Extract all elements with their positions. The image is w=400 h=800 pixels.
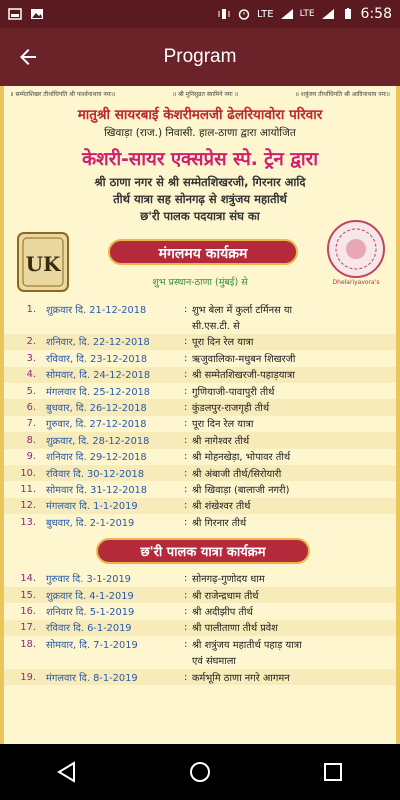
battery-icon	[341, 8, 355, 20]
schedule-row: 11. सोमवार दि. 31-12-2018 : श्री खिवाड़ा (बालाजी नगरी)	[20, 483, 290, 496]
schedule-row: 15. शुक्रवार दि. 4-1-2019 : श्री राजेन्द्रधाम तीर्थ	[4, 587, 396, 603]
signal-icon	[280, 8, 294, 20]
svg-text:UK: UK	[25, 252, 61, 276]
status-time: 6:58	[360, 6, 392, 22]
svg-text:Dhelariyavora's: Dhelariyavora's	[332, 279, 380, 286]
schedule-row: 12. मंगलवार दि. 1-1-2019 : श्री शंखेश्वर तीर्थ	[4, 498, 396, 514]
schedule-row: 2. शनिवार, दि. 22-12-2018 : पूरा दिन रेल यात्रा	[4, 334, 396, 350]
strip-right-text: ॥ शत्रुंजय तीर्थाधिपति श्री आदिनाथाय नमः॥	[295, 91, 390, 98]
arrow-left-icon	[16, 45, 40, 69]
row-place: शुभ बेला में कुर्ला टर्मिनस या	[192, 304, 293, 316]
network-label: LTE	[256, 8, 274, 20]
schedule-row: 9. शनिवार दि. 29-12-2018 : श्री मोहनखेड़ा, भोपावर तीर्थ	[26, 451, 291, 464]
nav-recents-button[interactable]	[303, 744, 363, 800]
square-recents-icon	[322, 761, 344, 783]
nav-back-button[interactable]	[37, 744, 97, 800]
circle-home-icon	[188, 760, 212, 784]
row-number: 1.	[26, 303, 36, 315]
pilgrimage-line-2: तीर्थ यात्रा सह सोनगढ़ से शत्रुंजय महातीर्थ	[113, 192, 287, 206]
schedule-row-continuation	[4, 317, 396, 333]
schedule-row: 18. सोमवार, दि. 7-1-2019 : श्री शत्रुंजय महातीर्थ पहाड़ यात्रा	[20, 638, 302, 651]
image-icon	[30, 8, 44, 20]
network-label-2: LTE	[299, 9, 315, 19]
section2-header	[4, 530, 396, 570]
section1-header	[4, 229, 396, 301]
triangle-back-icon	[56, 761, 78, 783]
family-name: मातुश्री सायरबाई केशरीमलजी ढेलरियावोरा परिवार	[77, 107, 323, 123]
strip-mid-text: ॥ श्री मुनिसुव्रत स्वामिने नमः ॥	[172, 91, 239, 98]
schedule-row: 16. शनिवार दि. 5-1-2019 : श्री अदीझीप तीर्थ	[20, 605, 253, 618]
header-strip	[4, 86, 396, 98]
schedule-row: 5. मंगलवार दि. 25-12-2018 : गुणियाजी-पावापुरी तीर्थ	[26, 385, 275, 398]
train-title: केशरी-सायर एक्सप्रेस स्पे. ट्रेन द्वारा	[81, 149, 319, 170]
system-nav-bar	[0, 744, 400, 800]
pilgrimage-line-1: श्री ठाणा नगर से श्री सम्मेतशिखरजी, गिरनार आदि	[94, 175, 306, 189]
schedule-row: 7. गुरुवार, दि. 27-12-2018 : पूरा दिन रेल यात्रा	[26, 418, 254, 431]
schedule-row: 1. शुक्रवार दि. 21-12-2018 : शुभ बेला में कुर्ला टर्मिनस या	[4, 301, 396, 317]
schedule-row: 19. मंगलवार दि. 8-1-2019 : कर्मभूमि ठाणा नगरे आगमन	[4, 669, 396, 685]
row-place-cont: सी.एस.टी. से	[192, 321, 240, 333]
schedule-row: 17. रविवार दि. 6-1-2019 : श्री पालीताणा तीर्थ प्रवेश	[4, 620, 396, 636]
notification-icon	[8, 8, 22, 20]
status-bar	[0, 0, 400, 28]
section1-schedule	[4, 301, 396, 530]
page-title: Program	[163, 46, 237, 67]
schedule-row: 8. शुक्रवार, दि. 28-12-2018 : श्री नागेश्वर तीर्थ	[4, 432, 396, 448]
app-bar	[0, 28, 400, 86]
nav-home-button[interactable]	[170, 744, 230, 800]
schedule-row: 13. बुधवार, दि. 2-1-2019 : श्री गिरनार तीर्थ	[20, 516, 247, 529]
pilgrimage-line-3: छ'री पालक पदयात्रा संघ का	[140, 209, 260, 223]
back-button[interactable]	[0, 28, 56, 86]
program-image	[0, 86, 400, 744]
organizer-line: खिवाड़ा (राज.) निवासी. हाल-ठाणा द्वारा आयोजित	[104, 127, 296, 139]
strip-left-text: ॥ सम्मेतशिखर तीर्थाधिपति श्री पार्श्वनाथाय नमः॥	[10, 91, 116, 98]
schedule-row-continuation: एवं संघमाला	[192, 656, 236, 668]
section2-schedule	[4, 570, 396, 685]
signal-icon-2	[321, 8, 335, 20]
schedule-row: 6. बुधवार, दि. 26-12-2018 : कुंडलपुर-राजगृही तीर्थ	[4, 399, 396, 415]
schedule-row: 10. रविवार दि. 30-12-2018 : श्री अंबाजी तीर्थ/सिरोयारी	[4, 465, 396, 481]
vibrate-icon	[217, 8, 231, 20]
schedule-row: 3. रविवार, दि. 23-12-2018 : ऋजुवालिका-मधुबन शिखरजी	[26, 352, 296, 365]
section1-subtitle: शुभ प्रस्थान-ठाणा (मुंबई) से	[152, 277, 248, 288]
section1-title: मंगलमय कार्यक्रम	[108, 239, 298, 265]
schedule-row: 4. सोमवार, दि. 24-12-2018 : श्री सम्मेतशिखरजी-पहाड़यात्रा	[4, 367, 396, 383]
section2-title: छ'री पालक यात्रा कार्यक्रम	[96, 538, 310, 564]
schedule-row: 14. गुरुवार दि. 3-1-2019 : सोनगढ़-गुणोदय धाम	[20, 573, 265, 586]
row-date: शुक्रवार दि. 21-12-2018	[46, 304, 147, 316]
alarm-icon	[237, 8, 251, 20]
